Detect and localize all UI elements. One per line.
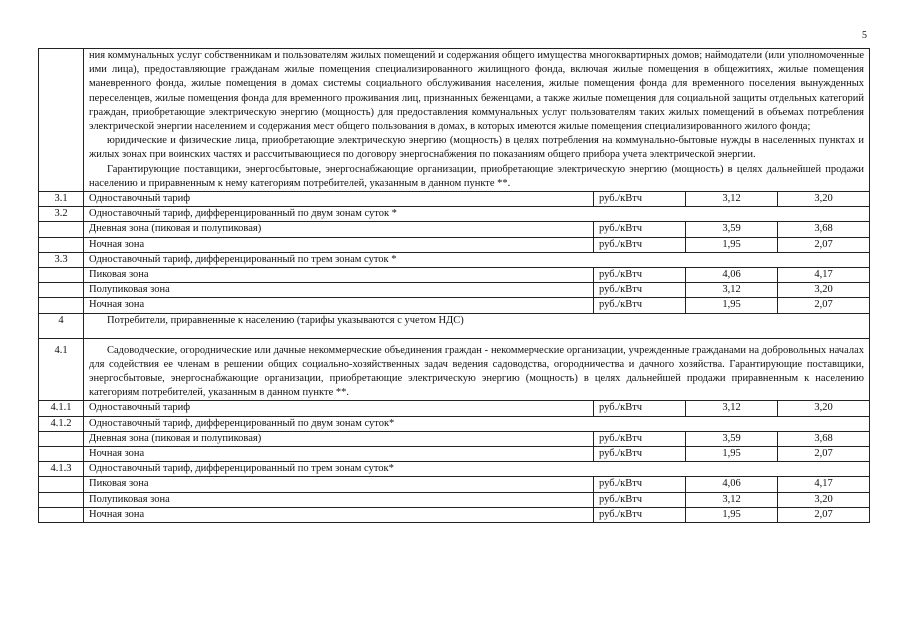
row-number	[39, 283, 84, 298]
table-row	[39, 192, 870, 207]
row-value-second-half: 3,20	[778, 401, 870, 416]
row-label: Дневная зона (пиковая и полупиковая)	[84, 431, 594, 446]
intro-paragraph-1: ния коммунальных услуг собственникам и пользователям жилых помещений и содержания общего имущества многоквартирных домов; наймодатели (или уполномоченные ими лица), предоставляющие гражданам жилые помещения специализированного жилищного фонда, включая жилые помещения в общежитиях, жилые помещения маневренного фонда, жилые помещения в домах системы социального обслуживания населения, жилые помещения фонда для временного поселения вынужденных переселенцев, жилые помещения фонда для временного проживания лиц, признанных беженцами, а также жилые помещения для социальной защиты отдельных категорий граждан, приобретающие электрическую энергию (мощность) для предоставления коммунальных услуг пользователям таких жилых помещений в объемах потребления электрической энергии населением и содержания мест общего пользования в домах, в которых имеются жилые помещения специализированного жилого фонда;	[89, 50, 864, 133]
table-row	[39, 477, 870, 492]
table-row	[39, 507, 870, 522]
table-row	[39, 252, 870, 267]
row-value-first-half: 1,95	[686, 447, 778, 462]
section-4-1-number: 4.1	[39, 338, 84, 401]
row-label: Одноставочный тариф, дифференцированный по двум зонам суток *	[84, 207, 870, 222]
row-value-second-half: 4,17	[778, 477, 870, 492]
row-unit: руб./кВтч	[594, 431, 686, 446]
row-label: Дневная зона (пиковая и полупиковая)	[84, 222, 594, 237]
row-unit: руб./кВтч	[594, 477, 686, 492]
row-label: Ночная зона	[84, 507, 594, 522]
row-label: Полупиковая зона	[84, 283, 594, 298]
table-row	[39, 416, 870, 431]
section-4-text: Потребители, приравненные к населению (тарифы указываются с учетом НДС)	[107, 314, 464, 326]
row-value-first-half: 3,59	[686, 222, 778, 237]
table-row	[39, 237, 870, 252]
row-value-second-half: 3,20	[778, 192, 870, 207]
row-number	[39, 237, 84, 252]
row-unit: руб./кВтч	[594, 222, 686, 237]
table-row	[39, 222, 870, 237]
table-row	[39, 447, 870, 462]
section-4-row	[39, 313, 870, 338]
row-label: Одноставочный тариф	[84, 401, 594, 416]
row-label: Ночная зона	[84, 298, 594, 313]
row-number: 3.2	[39, 207, 84, 222]
row-value-first-half: 1,95	[686, 298, 778, 313]
table-row	[39, 283, 870, 298]
row-number	[39, 507, 84, 522]
row-label: Одноставочный тариф, дифференцированный по трем зонам суток*	[84, 462, 870, 477]
table-row	[39, 462, 870, 477]
row-value-first-half: 4,06	[686, 268, 778, 283]
section-4-1-description	[84, 338, 870, 401]
intro-paragraph-3: Гарантирующие поставщики, энергосбытовые, энергоснабжающие организации, приобретающие электрическую энергию (мощность) в целях дальнейшей продажи населению и приравненным к нему категориям потребителей, указанным в данном пункте **.	[89, 163, 864, 189]
row-number	[39, 431, 84, 446]
row-label: Одноставочный тариф	[84, 192, 594, 207]
row-value-second-half: 3,20	[778, 283, 870, 298]
row-value-first-half: 3,12	[686, 283, 778, 298]
row-unit: руб./кВтч	[594, 507, 686, 522]
row-value-second-half: 2,07	[778, 237, 870, 252]
row-number	[39, 477, 84, 492]
row-value-first-half: 1,95	[686, 507, 778, 522]
row-value-first-half: 4,06	[686, 477, 778, 492]
section-4-1-text: Садоводческие, огороднические или дачные некоммерческие объединения граждан - некоммерческие организации, учрежденные гражданами на добровольных началах для содействия ее членам в решении общих социально-хозяйственных задач ведения садоводства, огородничества и дачного хозяйства. Гарантирующие поставщики, энергосбытовые, энергоснабжающие организации, приобретающие электрическую энергию (мощность) в целях дальнейшей продажи приравненным к населению категориям потребителей, указанным в данном пункте **.	[89, 344, 864, 399]
row-value-first-half: 3,59	[686, 431, 778, 446]
row-unit: руб./кВтч	[594, 298, 686, 313]
row-label: Одноставочный тариф, дифференцированный по двум зонам суток*	[84, 416, 870, 431]
row-number	[39, 447, 84, 462]
table-row	[39, 431, 870, 446]
row-label: Ночная зона	[84, 237, 594, 252]
row-label: Пиковая зона	[84, 268, 594, 283]
row-number: 4.1.3	[39, 462, 84, 477]
row-value-second-half: 2,07	[778, 298, 870, 313]
row-label: Ночная зона	[84, 447, 594, 462]
row-number	[39, 492, 84, 507]
row-value-first-half: 3,12	[686, 192, 778, 207]
row-label: Одноставочный тариф, дифференцированный по трем зонам суток *	[84, 252, 870, 267]
row-unit: руб./кВтч	[594, 192, 686, 207]
section-4-1-row	[39, 338, 870, 401]
row-number: 4.1.2	[39, 416, 84, 431]
section-4-title	[84, 313, 870, 338]
row-number	[39, 222, 84, 237]
intro-text-cell	[84, 49, 870, 192]
row-label: Пиковая зона	[84, 477, 594, 492]
table-row	[39, 492, 870, 507]
row-value-second-half: 2,07	[778, 447, 870, 462]
row-number: 3.3	[39, 252, 84, 267]
row-unit: руб./кВтч	[594, 401, 686, 416]
row-number: 3.1	[39, 192, 84, 207]
intro-paragraph-2: юридические и физические лица, приобретающие электрическую энергию (мощность) в целях потребления на коммунально-бытовые нужды в населенных пунктах и жилых зонах при воинских частях и рассчитывающиеся по договору энергоснабжения по показаниям общего прибора учета электрической энергии.	[89, 135, 864, 161]
table-row	[39, 268, 870, 283]
row-label: Полупиковая зона	[84, 492, 594, 507]
table-row	[39, 207, 870, 222]
row-unit: руб./кВтч	[594, 447, 686, 462]
row-value-second-half: 3,68	[778, 222, 870, 237]
intro-num-cell	[39, 49, 84, 192]
row-unit: руб./кВтч	[594, 237, 686, 252]
row-value-second-half: 4,17	[778, 268, 870, 283]
page-number: 5	[862, 30, 867, 41]
row-value-first-half: 3,12	[686, 492, 778, 507]
row-value-first-half: 1,95	[686, 237, 778, 252]
row-number	[39, 268, 84, 283]
row-unit: руб./кВтч	[594, 492, 686, 507]
row-value-second-half: 3,20	[778, 492, 870, 507]
table-row	[39, 298, 870, 313]
row-value-second-half: 3,68	[778, 431, 870, 446]
section-4-number: 4	[39, 313, 84, 338]
row-value-second-half: 2,07	[778, 507, 870, 522]
row-unit: руб./кВтч	[594, 268, 686, 283]
table-row	[39, 401, 870, 416]
row-unit: руб./кВтч	[594, 283, 686, 298]
row-value-first-half: 3,12	[686, 401, 778, 416]
row-number	[39, 298, 84, 313]
row-number: 4.1.1	[39, 401, 84, 416]
tariff-table	[38, 48, 870, 523]
intro-row	[39, 49, 870, 192]
